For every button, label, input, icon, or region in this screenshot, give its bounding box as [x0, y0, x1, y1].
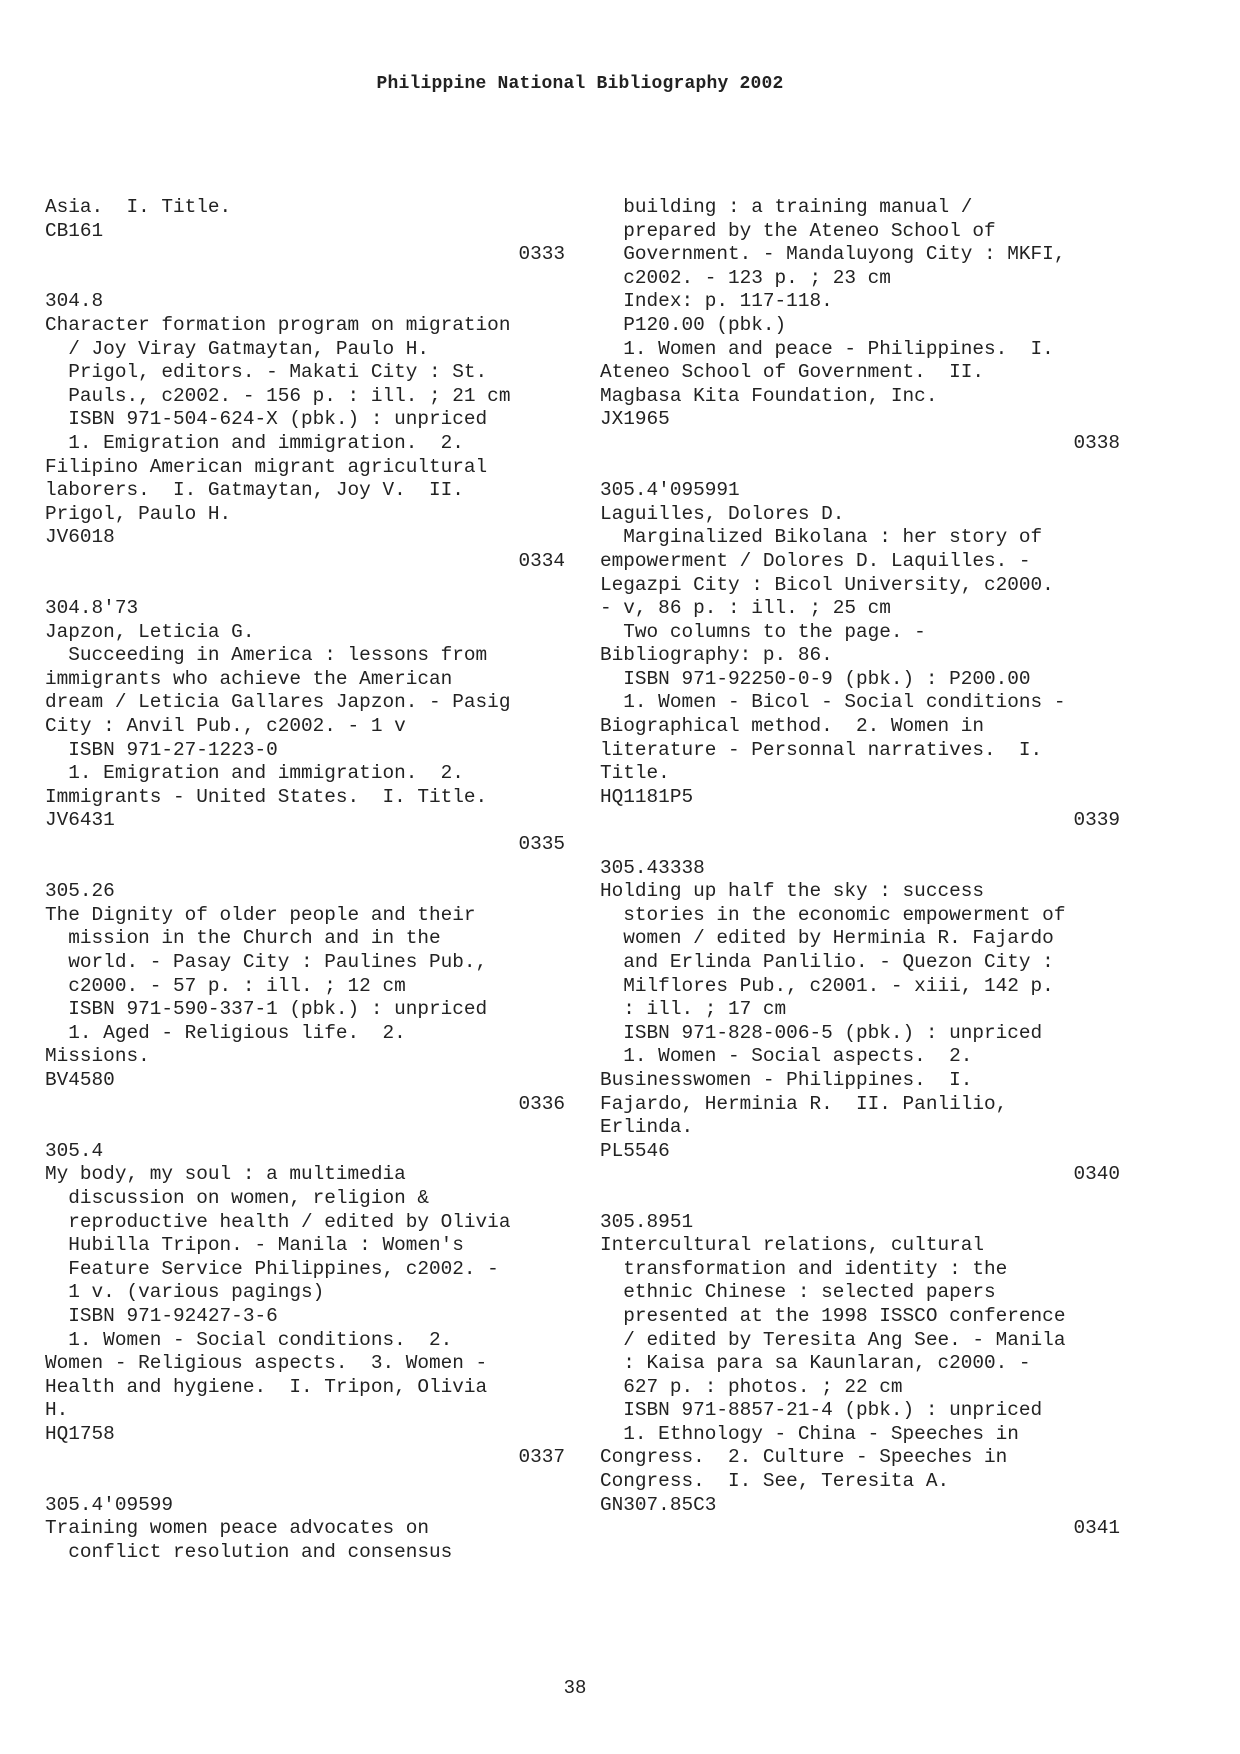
text-line: ISBN 971-8857-21-4 (pbk.) : unpriced — [600, 1399, 1043, 1422]
text-line — [600, 1187, 1120, 1211]
text-line: discussion on women, religion & — [45, 1186, 429, 1209]
text-line: Hubilla Tripon. - Manila : Women's — [45, 1234, 464, 1257]
text-line: ethnic Chinese : selected papers — [600, 1281, 996, 1304]
text-line: presented at the 1998 ISSCO conference — [600, 1304, 1066, 1327]
text-line — [45, 267, 565, 291]
text-line — [45, 1116, 565, 1140]
text-line: Filipino American migrant agricultural — [45, 455, 488, 478]
text-line: 304.8'73 — [45, 597, 139, 620]
text-line: : ill. ; 17 cm — [600, 998, 787, 1021]
text-line: Government. - Mandaluyong City : MKFI, — [600, 243, 1066, 266]
text-line: building : a training manual / — [600, 196, 973, 218]
text-line: Magbasa Kita Foundation, Inc. — [600, 384, 938, 407]
text-line: Marginalized Bikolana : her story of — [600, 526, 1043, 549]
text-line: ISBN 971-92427-3-6 — [45, 1304, 278, 1327]
text-line: Missions. — [45, 1045, 150, 1068]
right-column — [600, 196, 1120, 1541]
text-line: c2002. - 123 p. ; 23 cm — [600, 266, 891, 289]
text-line: 305.8951 — [600, 1210, 694, 1233]
text-line: 304.8 — [45, 290, 104, 313]
entry-control-number: 0337 — [518, 1446, 565, 1469]
text-line: Businesswomen - Philippines. I. — [600, 1068, 973, 1091]
page-number: 38 — [563, 1677, 587, 1699]
text-line: world. - Pasay City : Paulines Pub., — [45, 951, 488, 973]
text-line: Health and hygiene. I. Tripon, Olivia — [45, 1375, 488, 1398]
entry-control-number: 0333 — [518, 243, 565, 266]
text-line: Biographical method. 2. Women in — [600, 715, 984, 738]
text-line: c2000. - 57 p. : ill. ; 12 cm — [45, 974, 406, 997]
text-line: 1. Emigration and immigration. 2. — [45, 431, 464, 454]
text-line: Congress. I. See, Teresita A. — [600, 1470, 950, 1493]
text-line: 305.4'09599 — [45, 1493, 173, 1516]
text-line: literature - Personnal narratives. I. — [600, 738, 1043, 761]
entry-control-number: 0335 — [518, 833, 565, 856]
text-line: Milflores Pub., c2001. - xiii, 142 p. — [600, 974, 1054, 997]
text-line: P120.00 (pbk.) — [600, 313, 787, 336]
text-line: Index: p. 117-118. — [600, 290, 833, 313]
text-line: Bibliography: p. 86. — [600, 644, 833, 667]
text-line: 305.4'095991 — [600, 479, 740, 502]
text-line: Holding up half the sky : success — [600, 880, 984, 903]
text-line — [45, 857, 565, 881]
text-line: Women - Religious aspects. 3. Women - — [45, 1352, 488, 1375]
text-line: 1. Women - Social aspects. 2. — [600, 1045, 973, 1068]
text-line: Prigol, editors. - Makati City : St. — [45, 361, 488, 384]
text-line — [45, 574, 565, 598]
text-line: H. — [45, 1399, 69, 1422]
text-line: Legazpi City : Bicol University, c2000. — [600, 573, 1054, 596]
text-line: Pauls., c2002. - 156 p. : ill. ; 21 cm — [45, 384, 511, 407]
text-line: Asia. I. Title. — [45, 196, 232, 218]
text-line: : Kaisa para sa Kaunlaran, c2000. - — [600, 1352, 1031, 1375]
text-line: ISBN 971-92250-0-9 (pbk.) : P200.00 — [600, 667, 1031, 690]
entry-control-number: 0339 — [1073, 809, 1120, 832]
text-line: 1. Women - Social conditions. 2. — [45, 1328, 453, 1351]
text-line: reproductive health / edited by Olivia — [45, 1210, 511, 1233]
text-line: HQ1181P5 — [600, 785, 694, 808]
text-line: CB161 — [45, 219, 104, 242]
text-line: empowerment / Dolores D. Laquilles. - — [600, 549, 1031, 572]
text-line: 1. Aged - Religious life. 2. — [45, 1021, 406, 1044]
text-line: Laguilles, Dolores D. — [600, 502, 845, 525]
text-line — [45, 1470, 565, 1494]
text-line: HQ1758 — [45, 1422, 115, 1445]
text-line: Prigol, Paulo H. — [45, 502, 232, 525]
text-line: - v, 86 p. : ill. ; 25 cm — [600, 597, 891, 620]
text-line: laborers. I. Gatmaytan, Joy V. II. — [45, 479, 464, 502]
text-line: PL5546 — [600, 1139, 670, 1162]
text-line: JX1965 — [600, 408, 670, 431]
text-line: Training women peace advocates on — [45, 1517, 429, 1540]
text-line: Congress. 2. Culture - Speeches in — [600, 1446, 1008, 1469]
text-line: ISBN 971-27-1223-0 — [45, 738, 278, 761]
text-line: mission in the Church and in the — [45, 927, 441, 950]
text-line: 1. Ethnology - China - Speeches in — [600, 1422, 1019, 1445]
text-line: 1. Women - Bicol - Social conditions - — [600, 691, 1066, 714]
text-line: 305.43338 — [600, 856, 705, 879]
text-line: City : Anvil Pub., c2002. - 1 v — [45, 715, 406, 738]
text-line: Ateneo School of Government. II. — [600, 361, 984, 384]
text-line: / Joy Viray Gatmaytan, Paulo H. — [45, 337, 429, 360]
text-line: conflict resolution and consensus — [45, 1540, 453, 1563]
text-line: Fajardo, Herminia R. II. Panlilio, — [600, 1092, 1008, 1115]
text-line: women / edited by Herminia R. Fajardo — [600, 927, 1054, 950]
text-line: JV6018 — [45, 526, 115, 549]
text-line: The Dignity of older people and their — [45, 903, 476, 926]
text-line: Two columns to the page. - — [600, 620, 926, 643]
text-line: GN307.85C3 — [600, 1493, 717, 1516]
text-line: and Erlinda Panlilio. - Quezon City : — [600, 951, 1054, 973]
text-line: ISBN 971-504-624-X (pbk.) : unpriced — [45, 408, 488, 431]
entry-control-number: 0340 — [1073, 1163, 1120, 1186]
text-line: 305.4 — [45, 1139, 104, 1162]
text-line: 1. Women and peace - Philippines. I. — [600, 337, 1054, 360]
text-line: JV6431 — [45, 809, 115, 832]
entry-control-number: 0336 — [518, 1092, 565, 1115]
text-line: transformation and identity : the — [600, 1257, 1008, 1280]
text-line: Erlinda. — [600, 1116, 694, 1139]
text-line: Japzon, Leticia G. — [45, 620, 255, 643]
text-line: 627 p. : photos. ; 22 cm — [600, 1375, 903, 1398]
text-line: immigrants who achieve the American — [45, 667, 453, 690]
text-line: My body, my soul : a multimedia — [45, 1163, 406, 1186]
entry-control-number: 0338 — [1073, 431, 1120, 454]
text-line: ISBN 971-590-337-1 (pbk.) : unpriced — [45, 998, 488, 1021]
page-title: Philippine National Bibliography 2002 — [376, 74, 784, 94]
text-line: 305.26 — [45, 880, 115, 903]
text-line — [600, 833, 1120, 857]
text-line: 1. Emigration and immigration. 2. — [45, 762, 464, 785]
text-line: stories in the economic empowerment of — [600, 903, 1066, 926]
text-line: 1 v. (various pagings) — [45, 1281, 325, 1304]
text-line: ISBN 971-828-006-5 (pbk.) : unpriced — [600, 1021, 1043, 1044]
text-line: / edited by Teresita Ang See. - Manila — [600, 1328, 1066, 1351]
entry-control-number: 0334 — [518, 549, 565, 572]
text-line: Immigrants - United States. I. Title. — [45, 785, 488, 808]
text-line: prepared by the Ateneo School of — [600, 219, 996, 242]
left-column — [45, 196, 565, 1564]
text-line: Character formation program on migration — [45, 313, 511, 336]
text-line: BV4580 — [45, 1068, 115, 1091]
text-line: Succeeding in America : lessons from — [45, 644, 488, 667]
text-line: Feature Service Philippines, c2002. - — [45, 1257, 499, 1280]
text-line — [600, 456, 1120, 480]
entry-control-number: 0341 — [1073, 1517, 1120, 1540]
text-line: Title. — [600, 762, 670, 785]
text-line: dream / Leticia Gallares Japzon. - Pasig — [45, 691, 511, 714]
text-line: Intercultural relations, cultural — [600, 1234, 984, 1257]
